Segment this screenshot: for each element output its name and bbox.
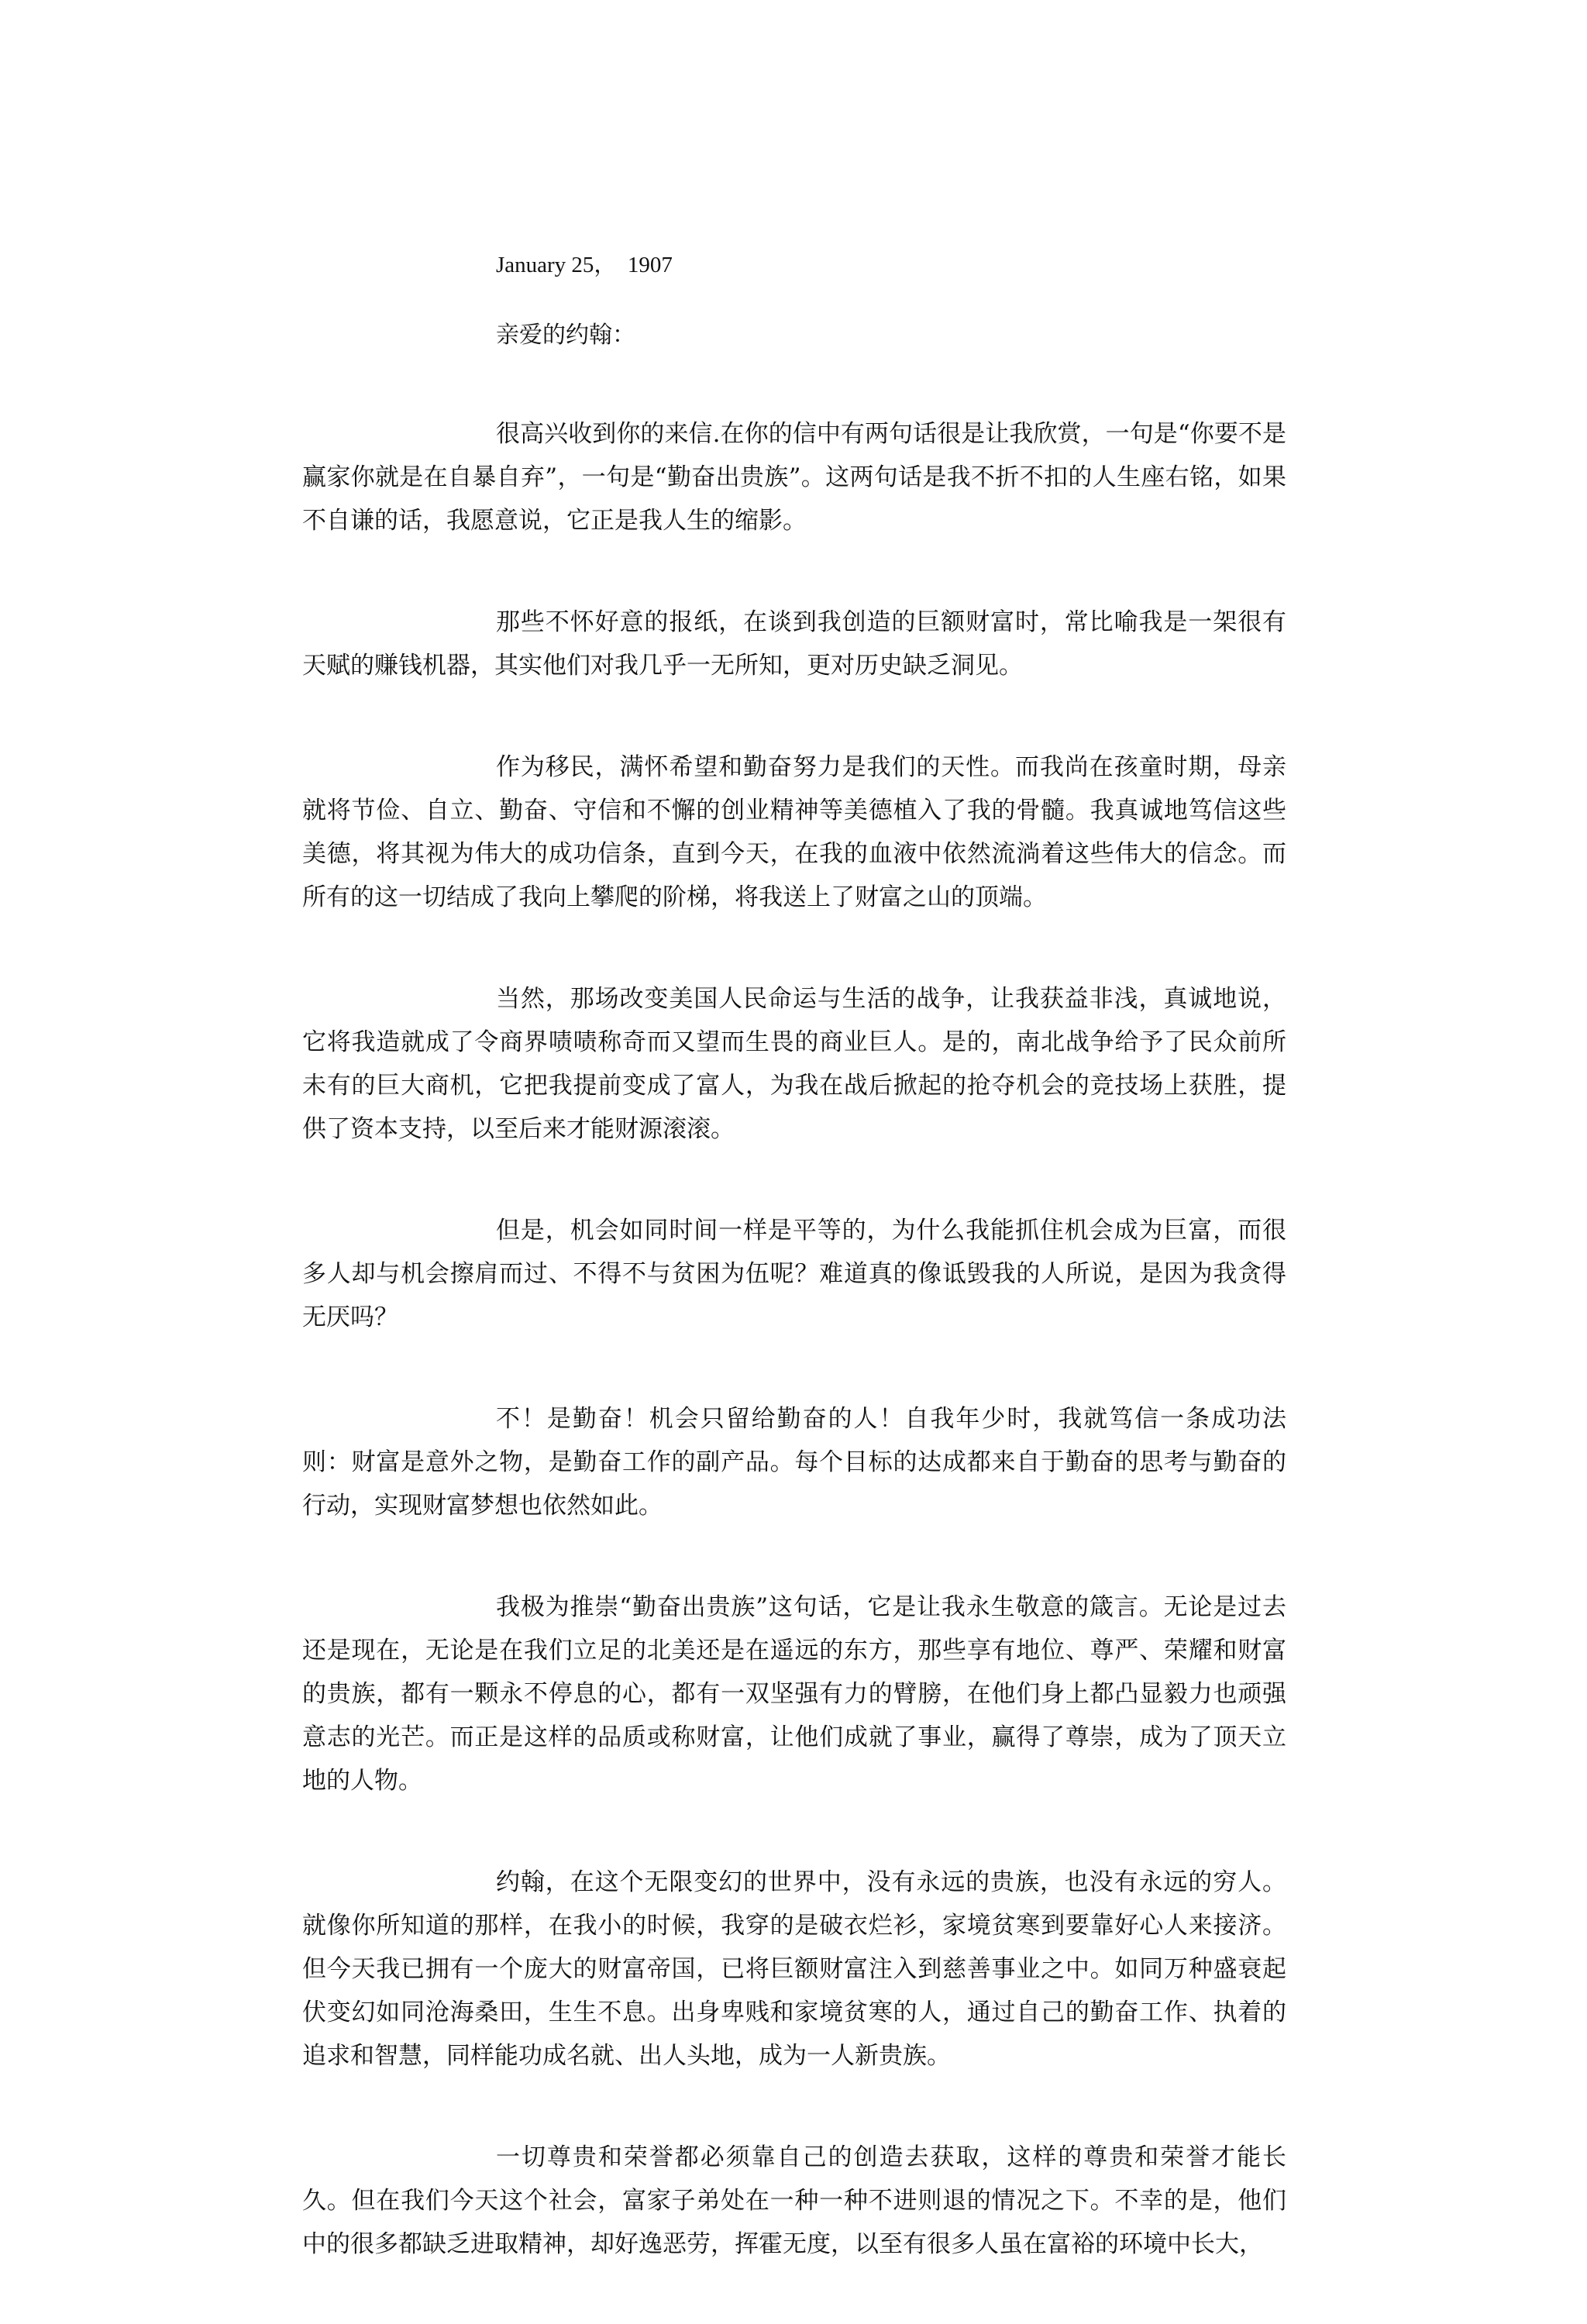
paragraph-5: 但是，机会如同时间一样是平等的，为什么我能抓住机会成为巨富，而很多人却与机会擦肩而过、不得不与贫困为伍呢？难道真的像诋毁我的人所说，是因为我贪得无厌吗？: [302, 1217, 1286, 1331]
paragraph-1: 很高兴收到你的来信.在你的信中有两句话很是让我欣赏，一句是“你要不是赢家你就是在自暴自弃”，一句是“勤奋出贵族”。这两句话是我不折不扣的人生座右铭，如果不自谦的话，我愿意说，它正是我人生的缩影。: [302, 420, 1286, 535]
letter-date: January 25， 1907: [496, 253, 673, 277]
letter-salutation: 亲爱的约翰：: [496, 322, 635, 349]
paragraph-2: 那些不怀好意的报纸，在谈到我创造的巨额财富时，常比喻我是一架很有天赋的赚钱机器，其实他们对我几乎一无所知，更对历史缺乏洞见。: [302, 608, 1286, 680]
paragraph-3: 作为移民，满怀希望和勤奋努力是我们的天性。而我尚在孩童时期，母亲就将节俭、自立、勤奋、守信和不懈的创业精神等美德植入了我的骨髓。我真诚地笃信这些美德，将其视为伟大的成功信条，直到今天，在我的血液中依然流淌着这些伟大的信念。而所有的这一切结成了我向上攀爬的阶梯，将我送上了财富之山的顶端。: [302, 753, 1286, 911]
letter-body: [302, 246, 1286, 2324]
paragraph-8: 约翰，在这个无限变幻的世界中，没有永远的贵族，也没有永远的穷人。就像你所知道的那样，在我小的时候，我穿的是破衣烂衫，家境贫寒到要靠好心人来接济。但今天我已拥有一个庞大的财富帝国，已将巨额财富注入到慈善事业之中。如同万种盛衰起伏变幻如同沧海桑田，生生不息。出身卑贱和家境贫寒的人，通过自己的勤奋工作、执着的追求和智慧，同样能功成名就、出人头地，成为一人新贵族。: [302, 1868, 1286, 2070]
paragraph-7: 我极为推崇“勤奋出贵族”这句话，它是让我永生敬意的箴言。无论是过去还是现在，无论是在我们立足的北美还是在遥远的东方，那些享有地位、尊严、荣耀和财富的贵族，都有一颗永不停息的心，都有一双坚强有力的臂膀，在他们身上都凸显毅力也顽强意志的光芒。而正是这样的品质或称财富，让他们成就了事业，赢得了尊崇，成为了顶天立地的人物。: [302, 1593, 1286, 1795]
paragraph-9: 一切尊贵和荣誉都必须靠自己的创造去获取，这样的尊贵和荣誉才能长久。但在我们今天这个社会，富家子弟处在一种一种不进则退的情况之下。不幸的是，他们中的很多都缺乏进取精神，却好逸恶劳，挥霍无度，以至有很多人虽在富裕的环境中长大，: [302, 2143, 1286, 2258]
paragraph-6: 不！是勤奋！机会只留给勤奋的人！自我年少时，我就笃信一条成功法则：财富是意外之物，是勤奋工作的副产品。每个目标的达成都来自于勤奋的思考与勤奋的行动，实现财富梦想也依然如此。: [302, 1405, 1286, 1520]
paragraph-4: 当然，那场改变美国人民命运与生活的战争，让我获益非浅，真诚地说，它将我造就成了令商界啧啧称奇而又望而生畏的商业巨人。是的，南北战争给予了民众前所未有的巨大商机，它把我提前变成了富人，为我在战后掀起的抢夺机会的竞技场上获胜，提供了资本支持，以至后来才能财源滚滚。: [302, 985, 1286, 1143]
